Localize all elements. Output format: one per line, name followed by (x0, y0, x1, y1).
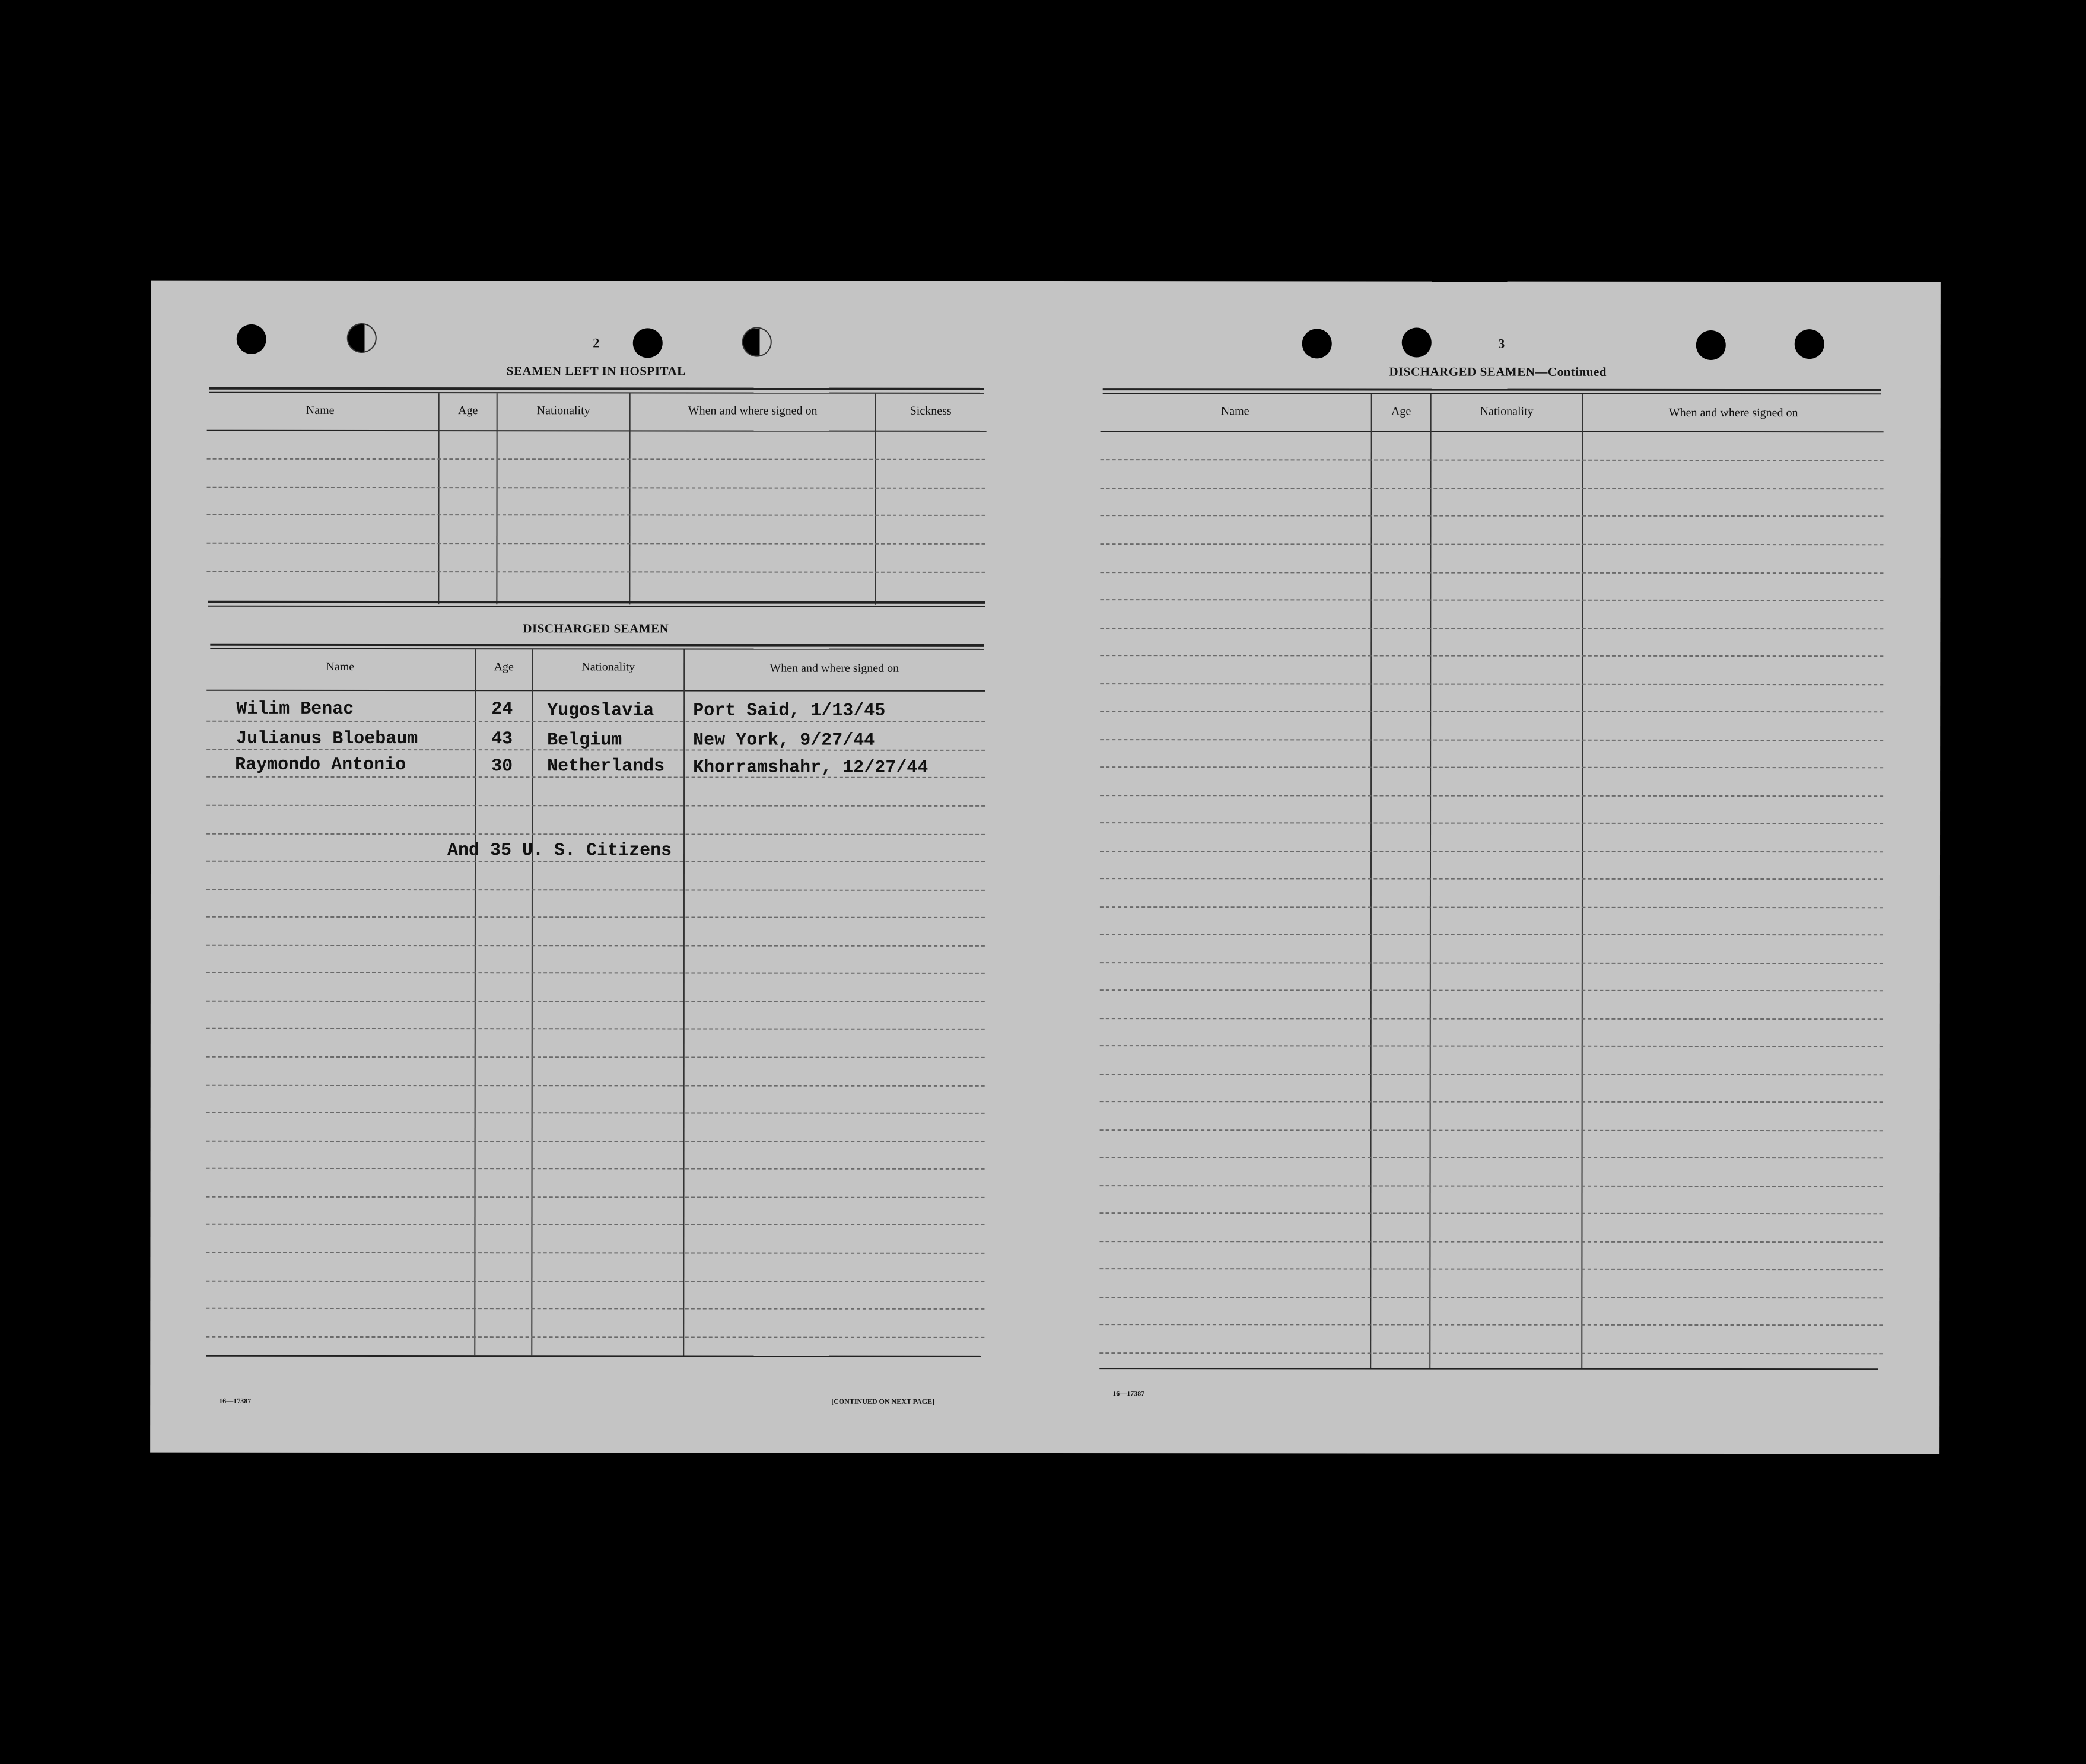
hospital-top-rule (209, 387, 984, 390)
discharged-row-2-name: Julianus Bloebaum (236, 728, 418, 750)
punch-hole-icon (1795, 329, 1824, 359)
punch-hole-icon (1402, 328, 1432, 358)
form-number-right: 16—17387 (1112, 1389, 1145, 1398)
right-col-name: Name (1220, 405, 1249, 418)
discharged-col-signed-on: When and where signed on (769, 661, 899, 675)
hospital-col-nationality: Nationality (536, 404, 590, 418)
discharged-row-2-nationality: Belgium (547, 730, 622, 751)
right-page-title: DISCHARGED SEAMEN—Continued (1389, 364, 1607, 379)
punch-hole-icon (1696, 330, 1726, 360)
punch-hole-icon (633, 328, 663, 358)
punch-hole-icon (742, 327, 772, 357)
discharged-row-3-age: 30 (491, 756, 513, 777)
continued-note: [CONTINUED ON NEXT PAGE] (831, 1397, 935, 1406)
punch-hole-icon (237, 324, 266, 354)
discharged-row-3-nationality: Netherlands (547, 756, 665, 777)
hospital-col-signed-on: When and where signed on (688, 404, 818, 418)
form-number-left: 16—17387 (219, 1396, 252, 1405)
hospital-col-name: Name (306, 403, 335, 417)
discharged-row-2-signed-on: New York, 9/27/44 (693, 730, 875, 751)
page-number-right: 3 (1498, 336, 1505, 351)
discharged-row-1-signed-on: Port Said, 1/13/45 (693, 700, 886, 721)
hospital-col-age: Age (457, 404, 478, 418)
right-col-nationality: Nationality (1480, 405, 1534, 418)
discharged-col-name: Name (326, 660, 355, 673)
discharged-row-1-age: 24 (491, 699, 513, 720)
discharged-col-nationality: Nationality (581, 660, 635, 674)
discharged-row-1-nationality: Yugoslavia (547, 700, 654, 721)
discharged-col-age: Age (494, 660, 514, 674)
discharged-row-2-age: 43 (491, 729, 513, 750)
document-sheet (150, 281, 1941, 1454)
hospital-col-sickness: Sickness (910, 404, 952, 418)
right-col-signed-on: When and where signed on (1668, 406, 1798, 420)
discharged-note: And 35 U. S. Citizens (447, 840, 672, 861)
right-col-age: Age (1391, 405, 1411, 418)
hospital-section-title: SEAMEN LEFT IN HOSPITAL (506, 364, 686, 378)
discharged-section-title: DISCHARGED SEAMEN (523, 621, 669, 636)
discharged-row-3-signed-on: Khorramshahr, 12/27/44 (693, 757, 928, 778)
page-number-left: 2 (593, 335, 600, 351)
punch-hole-icon (1302, 329, 1332, 358)
discharged-row-1-name: Wilim Benac (236, 699, 354, 719)
discharged-row-3-name: Raymondo Antonio (235, 754, 406, 776)
punch-hole-icon (347, 323, 377, 353)
